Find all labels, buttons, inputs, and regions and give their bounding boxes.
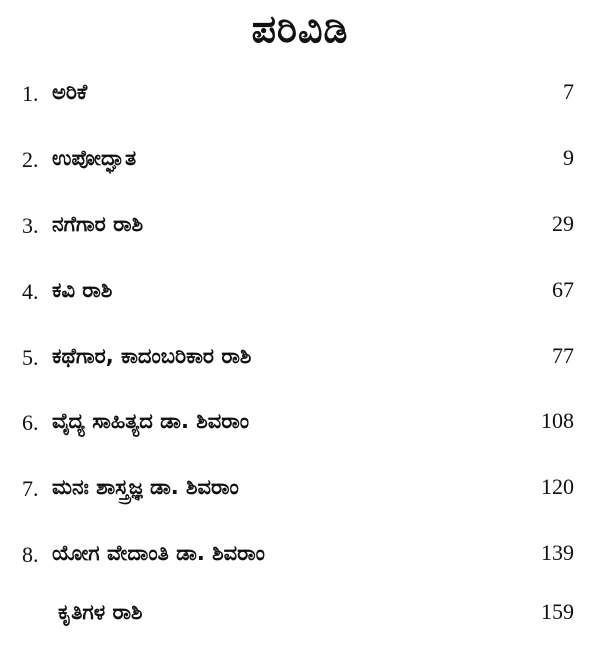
entry-page-number: 139 xyxy=(541,540,574,565)
entry-title: ಅರಿಕೆ xyxy=(52,80,88,104)
entry-page-number: 77 xyxy=(552,343,574,368)
entry-page-number: 67 xyxy=(552,277,574,302)
entry-title: ಕಥೆಗಾರ, ಕಾದಂಬರಿಕಾರ ರಾಶಿ xyxy=(52,344,252,368)
entry-title: ವೈದ್ಯ ಸಾಹಿತ್ಯದ ಡಾ. ಶಿವರಾಂ xyxy=(52,409,250,433)
entry-page-number: 9 xyxy=(563,145,574,170)
toc-entry xyxy=(0,140,600,180)
toc-entry xyxy=(0,272,600,312)
entry-page-number: 7 xyxy=(563,79,574,104)
entry-title: ಉಪೋದ್ಘಾತ xyxy=(52,146,137,170)
entry-title: ಯೋಗ ವೇದಾಂತಿ ಡಾ. ಶಿವರಾಂ xyxy=(52,541,265,565)
entry-number: 5. xyxy=(22,345,39,370)
entry-number: 6. xyxy=(22,410,39,435)
entry-number: 7. xyxy=(22,476,39,501)
entry-number: 3. xyxy=(22,213,39,238)
entry-number: 2. xyxy=(22,147,39,172)
entry-page-number: 159 xyxy=(541,599,574,624)
entry-title: ನಗೆಗಾರ ರಾಶಿ xyxy=(52,212,144,236)
toc-entry xyxy=(0,469,600,509)
entry-number: 1. xyxy=(22,81,39,106)
toc-entry xyxy=(0,594,600,634)
toc-entry xyxy=(0,403,600,443)
entry-page-number: 29 xyxy=(552,211,574,236)
toc-entry xyxy=(0,206,600,246)
entry-page-number: 120 xyxy=(541,474,574,499)
toc-entry xyxy=(0,535,600,575)
toc-entry xyxy=(0,74,600,114)
toc-entry xyxy=(0,338,600,378)
entry-page-number: 108 xyxy=(541,408,574,433)
entry-number: 4. xyxy=(22,279,39,304)
entry-title: ಕೃತಿಗಳ ರಾಶಿ xyxy=(58,600,143,624)
page-title: ಪರಿವಿಡಿ xyxy=(251,7,349,51)
entry-title: ಕವಿ ರಾಶಿ xyxy=(52,278,113,302)
entry-number: 8. xyxy=(22,542,39,567)
entry-title: ಮನಃ ಶಾಸ್ತ್ರಜ್ಞ ಡಾ. ಶಿವರಾಂ xyxy=(52,475,239,499)
